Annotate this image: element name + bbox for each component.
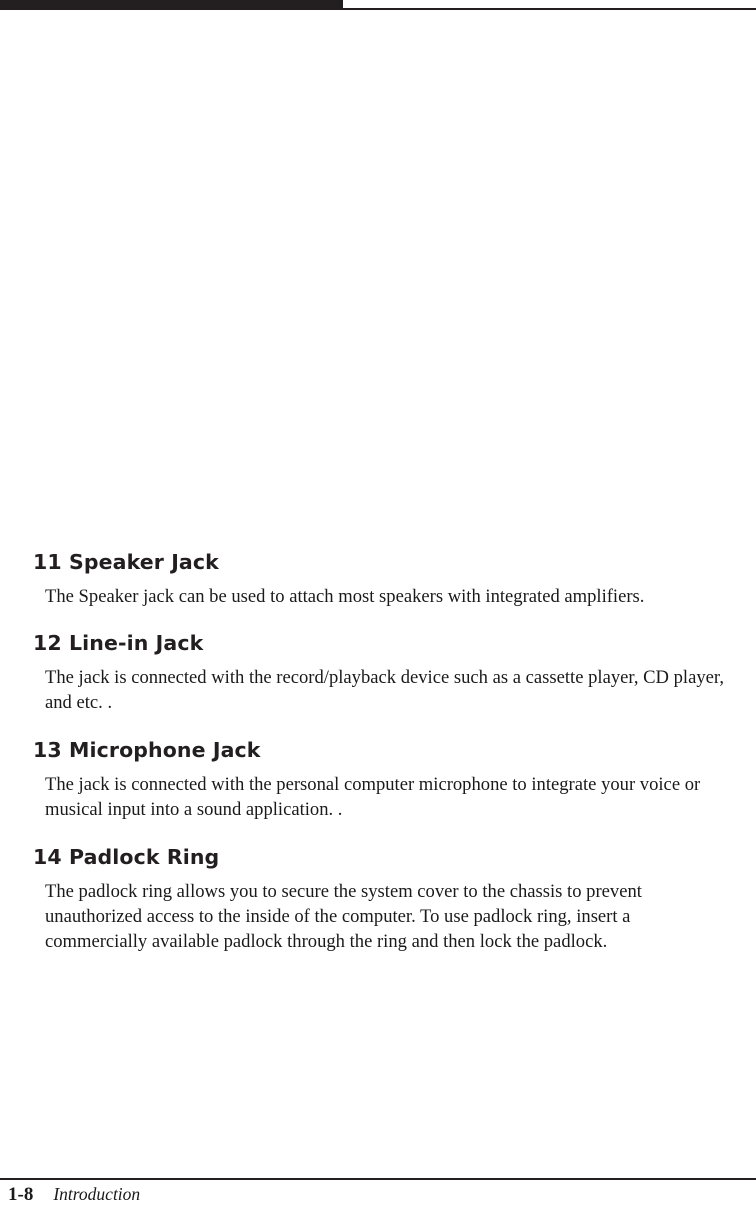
section-title-13: Microphone Jack bbox=[69, 738, 261, 762]
section-microphone-jack bbox=[0, 740, 756, 822]
footer-rule bbox=[0, 1178, 756, 1180]
figure-placeholder bbox=[0, 20, 756, 548]
section-title-14: Padlock Ring bbox=[69, 845, 220, 869]
section-padlock-ring bbox=[0, 847, 756, 954]
section-body-11: The Speaker jack can be used to attach most speakers with integrated amplifiers. bbox=[45, 585, 645, 607]
section-body-14: The padlock ring allows you to secure the system cover to the chassis to prevent unauthorized access to the inside of the computer. To use padlock ring, insert a commercially available padlock through the ring and then lock the padlock. bbox=[45, 880, 642, 952]
section-title-12: Line-in Jack bbox=[69, 631, 204, 655]
section-body-13: The jack is connected with the personal computer microphone to integrate your voice or musical input into a sound application. . bbox=[45, 773, 701, 820]
section-number-13: 13 bbox=[33, 738, 62, 762]
header-rule-thick bbox=[0, 0, 343, 10]
section-line-in-jack bbox=[0, 633, 756, 715]
section-title-11: Speaker Jack bbox=[69, 550, 219, 574]
section-heading-14 bbox=[0, 847, 756, 868]
section-number-12: 12 bbox=[33, 631, 62, 655]
footer-chapter-name: Introduction bbox=[53, 1184, 141, 1204]
section-number-14: 14 bbox=[33, 845, 62, 869]
section-number-11: 11 bbox=[33, 550, 62, 574]
section-body-12: The jack is connected with the record/playback device such as a cassette player, CD player, and etc. . bbox=[45, 666, 724, 713]
section-heading-12 bbox=[0, 633, 756, 654]
page-footer bbox=[0, 1185, 756, 1207]
footer-page-number: 1-8 bbox=[8, 1184, 34, 1205]
section-heading-13 bbox=[0, 740, 756, 761]
section-speaker-jack bbox=[0, 552, 756, 609]
section-heading-11 bbox=[0, 552, 756, 573]
